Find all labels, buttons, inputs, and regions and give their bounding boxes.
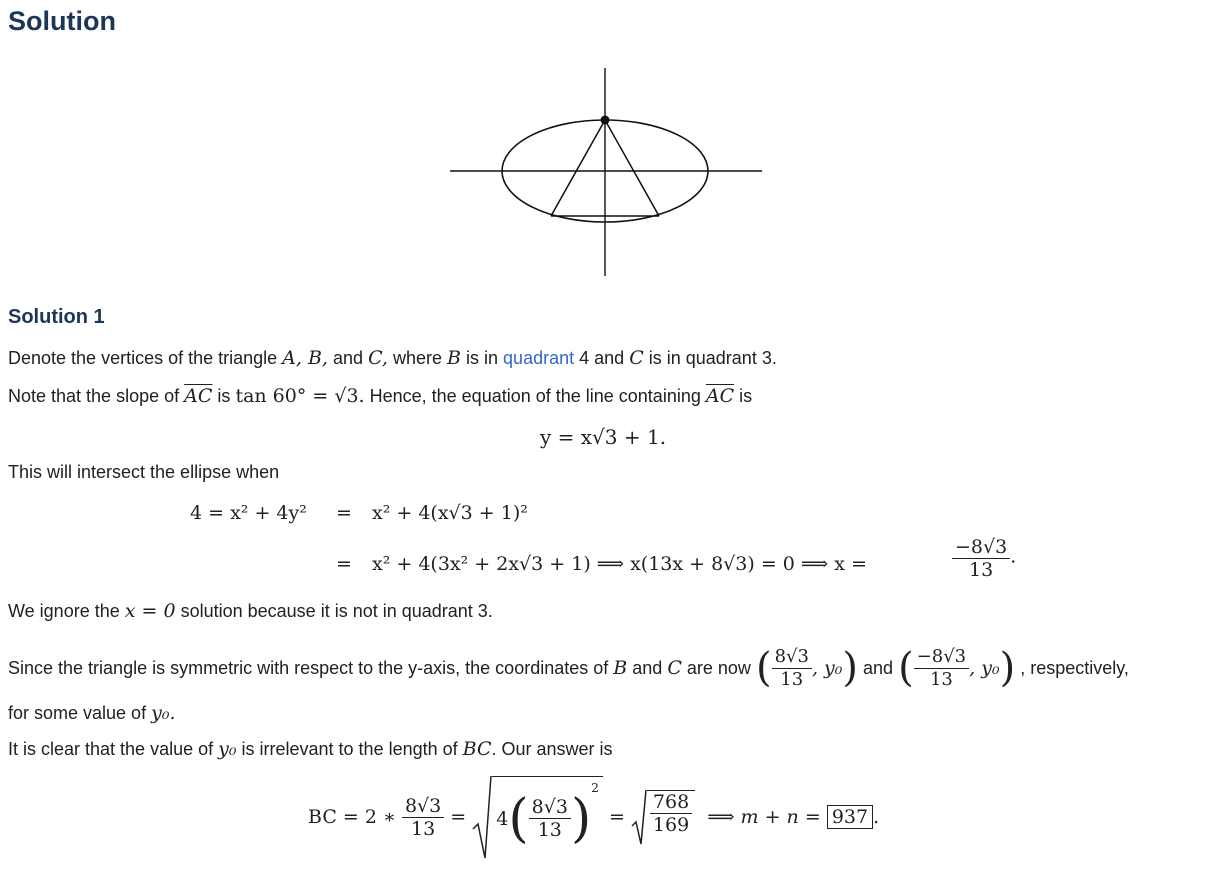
math-tan: tan 60° = √3. <box>235 385 365 407</box>
math-implies: ⟹ m + n = <box>707 806 821 828</box>
fraction-c <box>914 646 969 691</box>
radical-1 <box>472 774 603 860</box>
fraction-numerator: 768 <box>650 791 692 814</box>
fraction-denominator: 13 <box>537 819 562 841</box>
math-y0: , y₀ <box>969 657 1000 679</box>
math-segment-ac: $\overline{AC}$ <box>705 385 735 407</box>
paren-right: ) <box>570 788 592 849</box>
text: where <box>392 348 443 368</box>
math-c: C <box>667 657 682 679</box>
paren-left: ( <box>898 645 914 691</box>
paragraph-intersect: This will intersect the ellipse when <box>8 462 280 482</box>
text: are now <box>686 658 751 678</box>
page-title: Solution <box>8 6 116 36</box>
math-bc-lhs: BC = 2 ∗ <box>308 806 396 828</box>
text: 4 and <box>579 348 625 368</box>
math-b: B <box>447 347 461 369</box>
paragraph-symmetric <box>8 632 1129 704</box>
fraction-1 <box>402 795 444 840</box>
math-b: B <box>613 657 628 679</box>
vertex-a <box>601 116 610 125</box>
fraction-numerator: −8√3 <box>914 646 969 669</box>
paragraph-ignore <box>8 599 493 623</box>
text: Denote the vertices of the triangle <box>8 348 278 368</box>
paren-right: ) <box>842 645 858 691</box>
math-y0: , y₀ <box>811 657 843 679</box>
paren-right: ) <box>999 645 1016 691</box>
text: for some value of <box>8 703 147 723</box>
text: It is clear that the value of <box>8 739 214 759</box>
fraction-numerator: −8√3 <box>952 536 1010 559</box>
text: is <box>217 386 231 406</box>
math-segment-ac: $\overline{AC}$ <box>184 385 213 407</box>
math-bc: BC <box>462 738 492 760</box>
line-equation: y = x√3 + 1. <box>540 425 667 449</box>
math-x-zero: x = 0 <box>124 600 176 622</box>
text: is <box>739 386 753 406</box>
text: is in <box>466 348 499 368</box>
fraction-numerator: 8√3 <box>772 646 812 669</box>
ellipse-triangle-diagram <box>448 66 764 278</box>
fraction-denominator: 13 <box>411 817 436 840</box>
triangle-side-ac <box>551 120 605 216</box>
align-equals: = <box>336 553 352 575</box>
fraction-numerator: 8√3 <box>402 795 444 818</box>
period: . <box>873 806 880 828</box>
equals: = <box>608 806 625 828</box>
fraction-2 <box>529 796 571 841</box>
exponent: 2 <box>591 781 599 795</box>
radical-sign <box>472 774 492 860</box>
math-y0: y₀. <box>151 702 176 724</box>
fraction-denominator: 169 <box>652 814 690 836</box>
text: We ignore the <box>8 601 120 621</box>
paragraph-vertices <box>8 346 777 370</box>
text: . Our answer is <box>491 739 613 759</box>
align-rhs-1: x² + 4(x√3 + 1)² <box>372 502 528 524</box>
math-vertices: A, B, <box>282 347 328 369</box>
text: and <box>333 348 364 368</box>
radical-sign <box>631 788 647 846</box>
math-y0: y₀ <box>218 738 237 760</box>
period: . <box>1010 545 1017 568</box>
final-equation <box>308 772 879 862</box>
fraction-b <box>772 646 812 691</box>
paragraph-answer-intro <box>8 737 613 761</box>
text: solution because it is not in quadrant 3. <box>180 601 493 621</box>
text: and <box>863 658 894 678</box>
paren-left: ( <box>508 788 529 849</box>
text: Note that the slope of <box>8 386 180 406</box>
text: is in quadrant 3. <box>648 348 777 368</box>
fraction-x <box>952 536 1016 581</box>
fraction-3 <box>647 790 695 846</box>
fraction-denominator: 13 <box>780 668 804 690</box>
paren-left: ( <box>755 645 772 691</box>
radical-2 <box>631 788 695 846</box>
align-equals: = <box>336 502 352 524</box>
fraction-numerator: 8√3 <box>529 796 571 819</box>
math-four: 4 <box>496 807 509 830</box>
fraction-denominator: 13 <box>969 559 994 581</box>
triangle-side-ab <box>605 120 659 216</box>
text: and <box>632 658 663 678</box>
text: Since the triangle is symmetric with respect to the y-axis, the coordinates of <box>8 658 609 678</box>
math-c: C <box>629 347 644 369</box>
align-lhs: 4 = x² + 4y² <box>190 502 307 524</box>
fraction-denominator: 13 <box>929 668 953 690</box>
section-heading: Solution 1 <box>8 306 105 328</box>
paragraph-slope <box>8 384 752 408</box>
answer-box: 937 <box>827 805 873 829</box>
equals: = <box>450 806 467 828</box>
paragraph-some-value <box>8 701 175 725</box>
quadrant-link[interactable]: quadrant <box>503 348 575 368</box>
text: is irrelevant to the length of <box>241 739 458 759</box>
text: , respectively, <box>1020 658 1129 678</box>
text: Hence, the equation of the line containing <box>369 386 701 406</box>
align-rhs-2: x² + 4(3x² + 2x√3 + 1) ⟹ x(13x + 8√3) = 0 ⟹ x = <box>372 553 867 575</box>
math-c: C, <box>368 347 388 369</box>
